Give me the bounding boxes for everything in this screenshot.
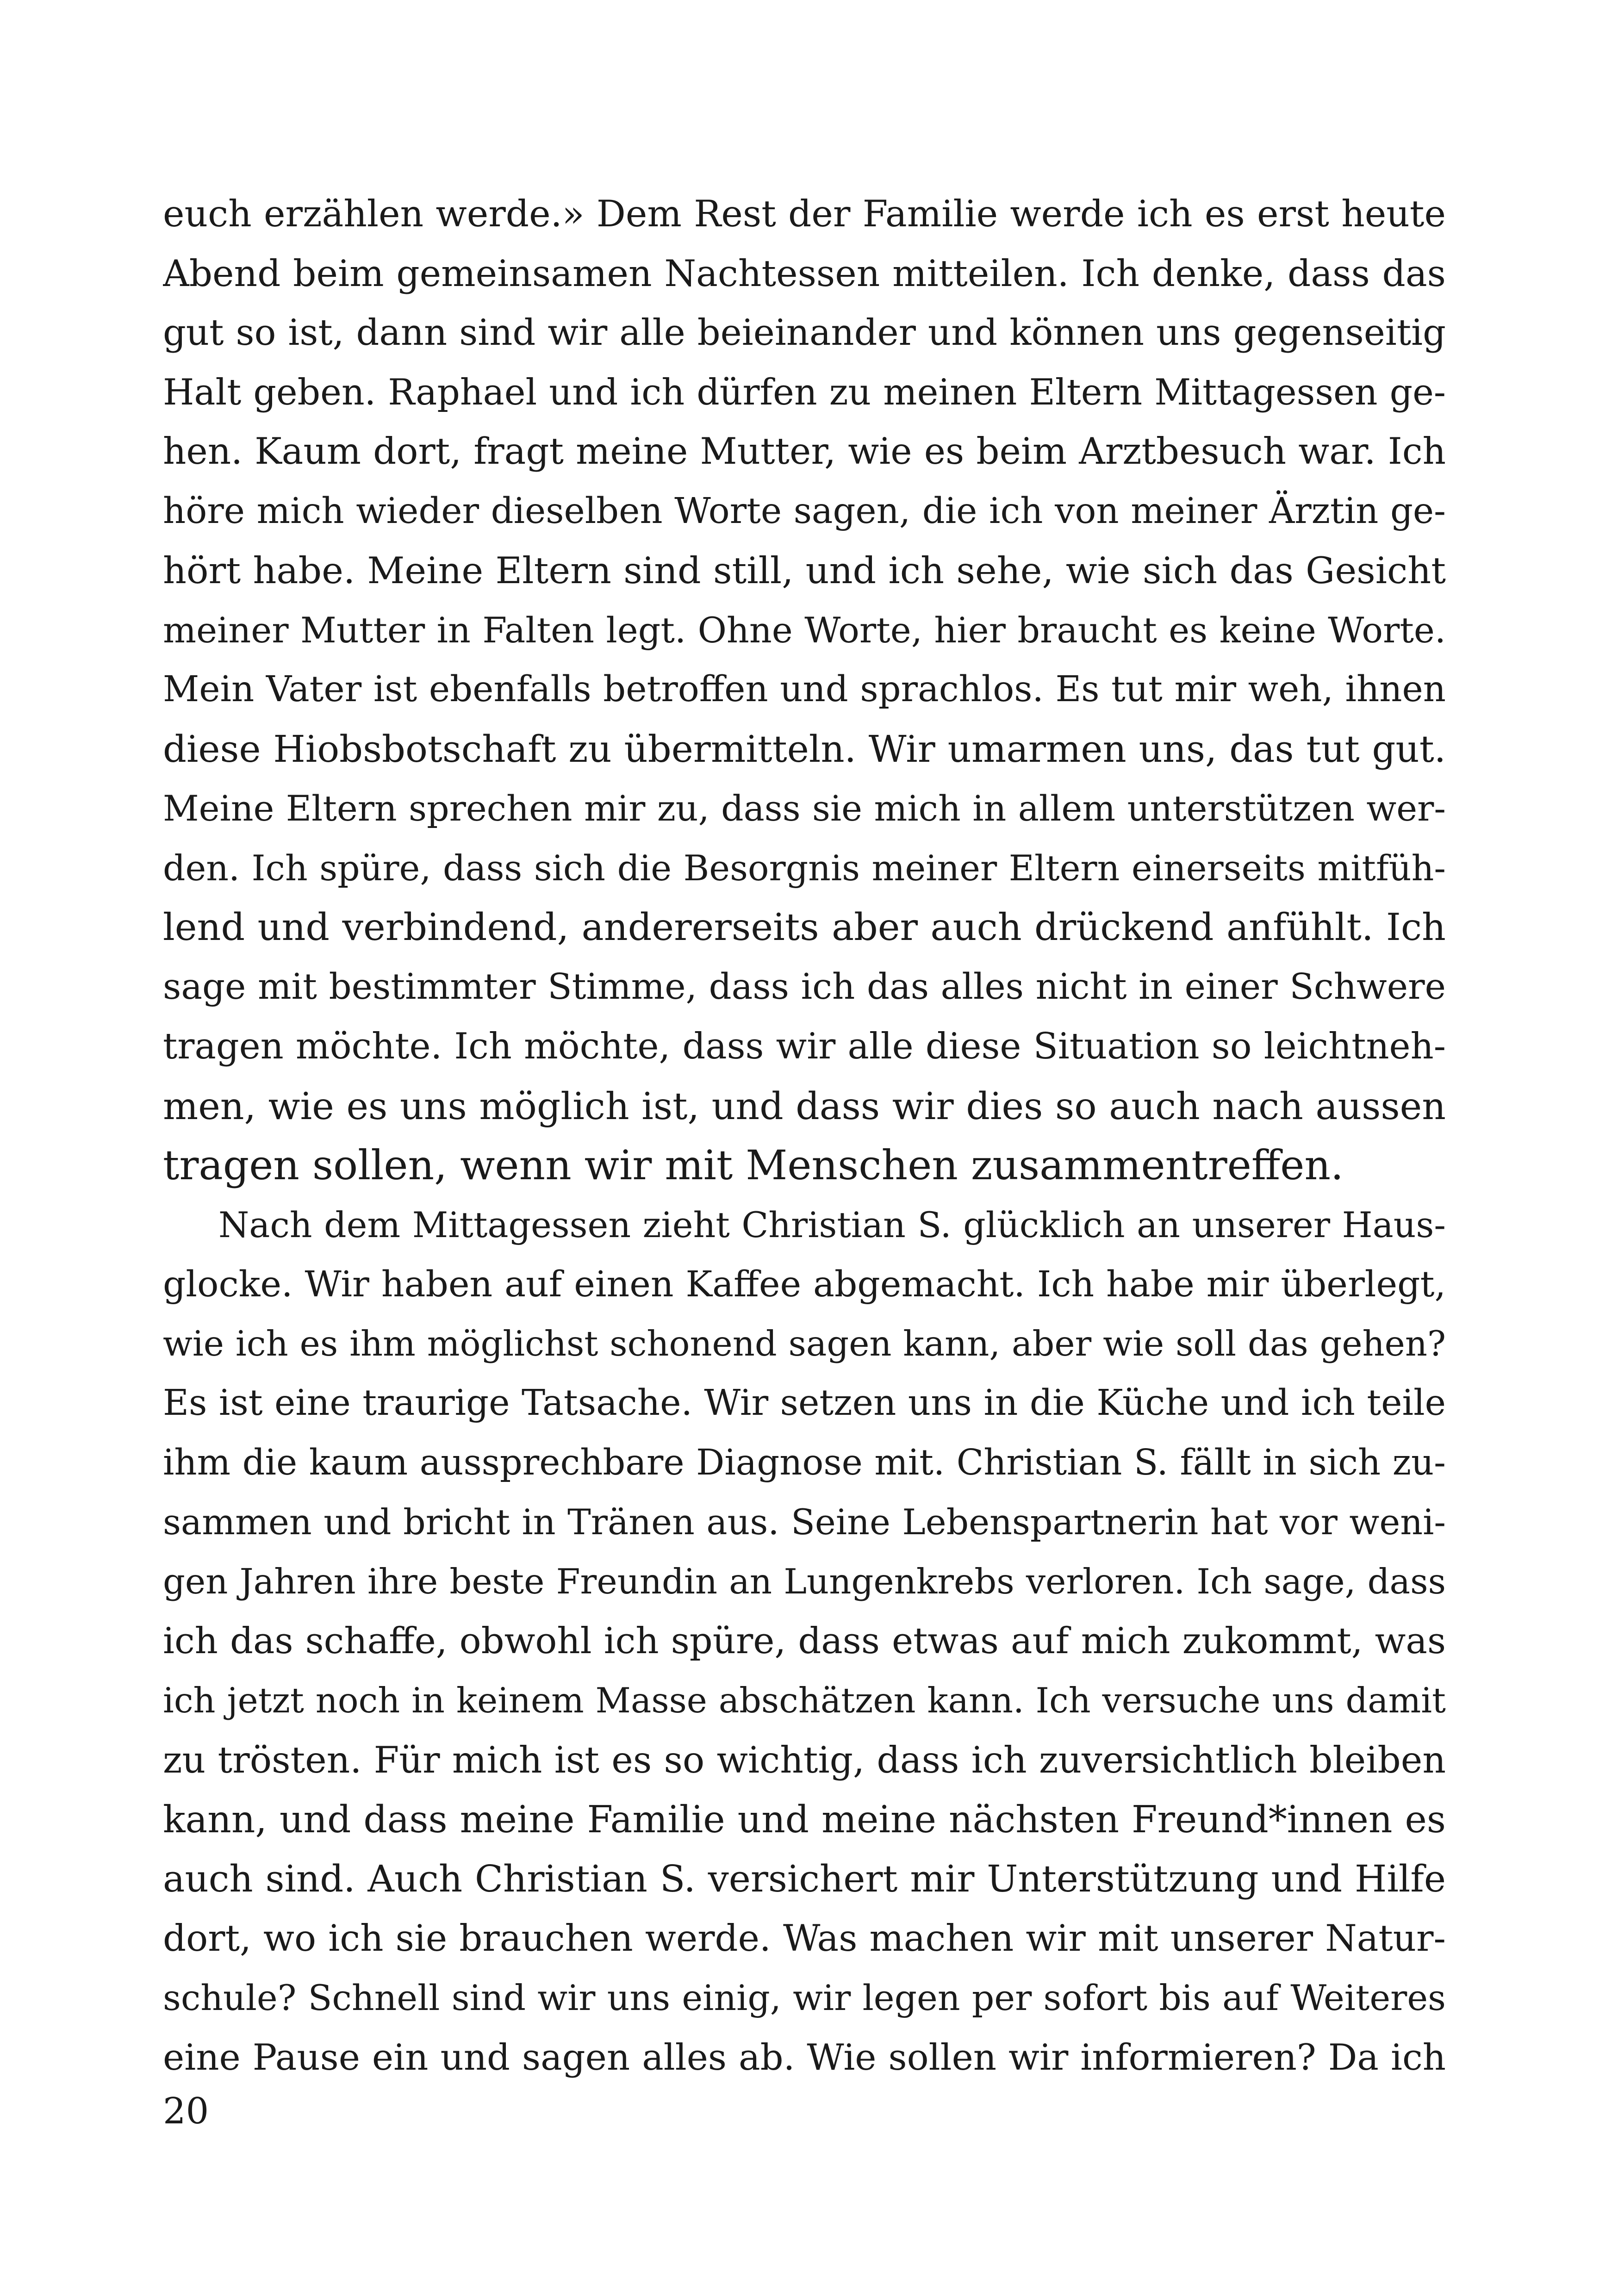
text-line: kann, und dass meine Familie und meine nächsten Freund*innen es [163, 1798, 1446, 1841]
text-line: ihm die kaum aussprechbare Diagnose mit. Christian S. fällt in sich zu- [163, 1442, 1446, 1483]
text-line: ich jetzt noch in keinem Masse abschätzen kann. Ich versuche uns damit [163, 1680, 1446, 1721]
text-line: gen Jahren ihre beste Freundin an Lungenkrebs verloren. Ich sage, dass [163, 1561, 1446, 1602]
text-line: ich das schaffe, obwohl ich spüre, dass etwas auf mich zukommt, was [163, 1620, 1446, 1662]
text-line: diese Hiobsbotschaft zu übermitteln. Wir umarmen uns, das tut gut. [163, 727, 1446, 771]
text-line: den. Ich spüre, dass sich die Besorgnis meiner Eltern einerseits mitfüh- [163, 847, 1446, 889]
text-line: tragen sollen, wenn wir mit Menschen zusammentreffen. [163, 1141, 1344, 1189]
text-line: Abend beim gemeinsamen Nachtessen mitteilen. Ich denke, dass das [163, 252, 1446, 295]
body-text [163, 184, 1446, 2087]
text-line: hen. Kaum dort, fragt meine Mutter, wie es beim Arztbesuch war. Ich [163, 430, 1446, 473]
text-line: sage mit bestimmter Stimme, dass ich das alles nicht in einer Schwere [163, 966, 1446, 1008]
text-line: Mein Vater ist ebenfalls betroffen und sprachlos. Es tut mir weh, ihnen [163, 669, 1446, 710]
text-line: Meine Eltern sprechen mir zu, dass sie mich in allem unterstützen wer- [163, 788, 1446, 829]
text-line: höre mich wieder dieselben Worte sagen, die ich von meiner Ärztin ge- [163, 490, 1446, 532]
text-line: glocke. Wir haben auf einen Kaffee abgemacht. Ich habe mir überlegt, [163, 1263, 1446, 1305]
text-line: zu trösten. Für mich ist es so wichtig, dass ich zuversichtlich bleiben [163, 1739, 1446, 1781]
text-line: lend und verbindend, andererseits aber auch drückend anfühlt. Ich [163, 906, 1446, 949]
text-line: Halt geben. Raphael und ich dürfen zu meinen Eltern Mittagessen ge- [163, 371, 1446, 413]
text-line: wie ich es ihm möglichst schonend sagen kann, aber wie soll das gehen? [163, 1323, 1446, 1364]
text-line: Nach dem Mittagessen zieht Christian S. glücklich an unserer Haus- [218, 1204, 1446, 1245]
text-line: dort, wo ich sie brauchen werde. Was machen wir mit unserer Natur- [163, 1917, 1446, 1960]
text-line: schule? Schnell sind wir uns einig, wir legen per sofort bis auf Weiteres [163, 1978, 1446, 2018]
text-line: meiner Mutter in Falten legt. Ohne Worte, hier braucht es keine Worte. [163, 609, 1446, 651]
text-line: sammen und bricht in Tränen aus. Seine Lebenspartnerin hat vor weni- [163, 1502, 1446, 1543]
text-line: auch sind. Auch Christian S. versichert mir Unterstützung und Hilfe [163, 1857, 1446, 1900]
text-line: eine Pause ein und sagen alles ab. Wie sollen wir informieren? Da ich [163, 2036, 1446, 2078]
paragraph-1 [163, 184, 1446, 1195]
text-line: euch erzählen werde.» Dem Rest der Familie werde ich es erst heute [163, 193, 1446, 235]
page-number: 20 [163, 2091, 209, 2132]
text-line: Es ist eine traurige Tatsache. Wir setzen uns in die Küche und ich teile [163, 1382, 1446, 1424]
text-line: gut so ist, dann sind wir alle beieinander und können uns gegenseitig [163, 312, 1446, 354]
paragraph-2 [163, 1195, 1446, 2088]
text-line: tragen möchte. Ich möchte, dass wir alle diese Situation so leichtneh- [163, 1026, 1446, 1067]
text-line: hört habe. Meine Eltern sind still, und ich sehe, wie sich das Gesicht [163, 549, 1446, 592]
text-line: men, wie es uns möglich ist, und dass wir dies so auch nach aussen [163, 1084, 1446, 1128]
